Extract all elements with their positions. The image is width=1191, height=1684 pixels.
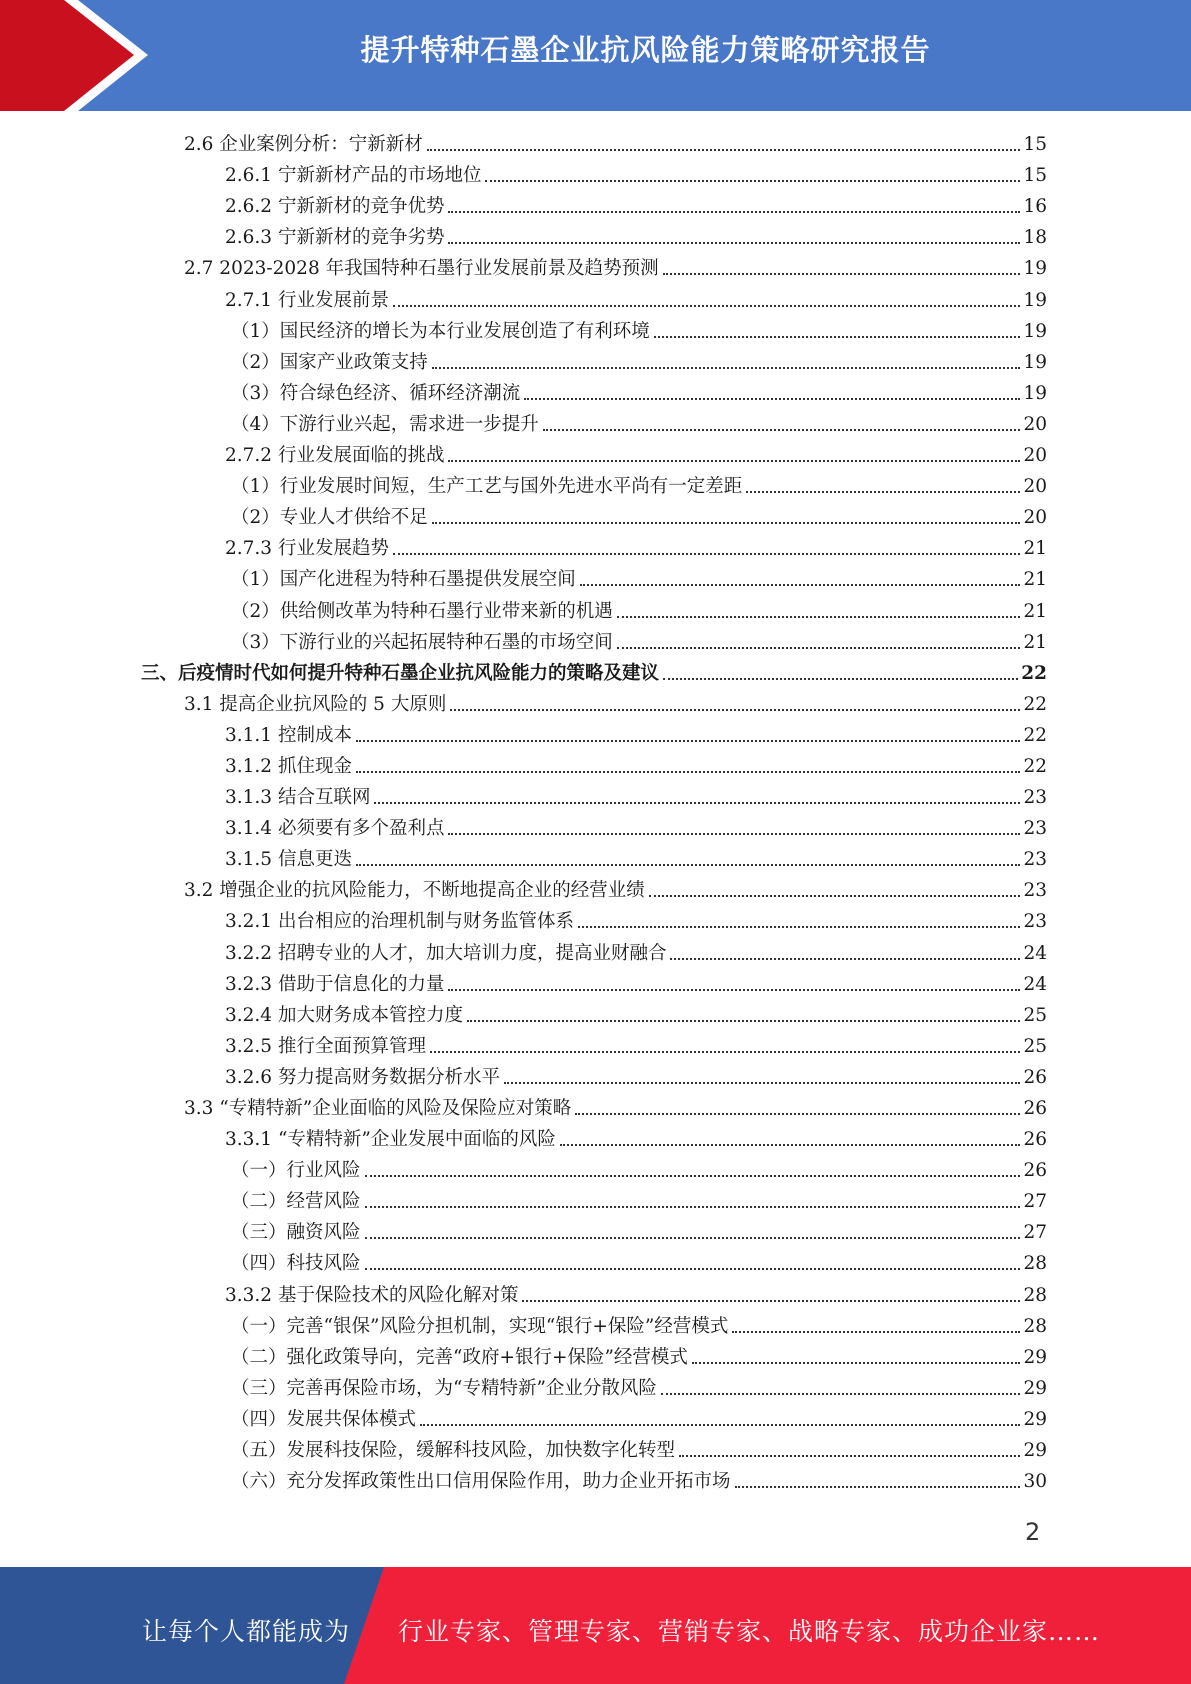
toc-entry-label: 2.7 2023-2028 年我国特种石墨行业发展前景及趋势预测	[184, 258, 659, 280]
toc-entry[interactable]	[141, 626, 1047, 657]
toc-entry[interactable]	[141, 657, 1047, 688]
toc-entry-page: 19	[1023, 320, 1047, 342]
toc-dot-leader	[356, 864, 1021, 866]
toc-entry-label: （2）国家产业政策支持	[231, 351, 428, 373]
toc-entry-page: 28	[1023, 1315, 1047, 1337]
page-header	[0, 0, 1191, 111]
toc-entry[interactable]	[141, 470, 1047, 501]
toc-entry-page: 26	[1023, 1066, 1047, 1088]
toc-entry-page: 20	[1023, 413, 1047, 435]
toc-entry-label: 3.2.3 借助于信息化的力量	[225, 973, 445, 995]
toc-entry-page: 26	[1023, 1160, 1047, 1182]
toc-entry-page: 26	[1023, 1098, 1047, 1119]
toc-entry-page: 28	[1023, 1253, 1047, 1275]
toc-entry[interactable]	[141, 1278, 1047, 1309]
toc-entry-label: 2.7.1 行业发展前景	[225, 289, 389, 311]
report-title: 提升特种石墨企业抗风险能力策略研究报告	[360, 33, 931, 67]
toc-entry[interactable]	[141, 1372, 1047, 1403]
toc-dot-leader	[575, 1113, 1020, 1115]
toc-dot-leader	[485, 180, 1020, 182]
toc-entry[interactable]	[141, 843, 1047, 874]
toc-entry[interactable]	[141, 968, 1047, 999]
toc-entry-label: 2.7.2 行业发展面临的挑战	[225, 445, 445, 467]
toc-entry-label: （一）行业风险	[231, 1160, 361, 1182]
toc-entry-page: 21	[1023, 569, 1047, 591]
toc-dot-leader	[448, 460, 1020, 462]
toc-entry-label: （2）供给侧改革为特种石墨行业带来新的机遇	[231, 600, 613, 622]
toc-entry-label: （六）充分发挥政策性出口信用保险作用，助力企业开拓市场	[231, 1471, 731, 1493]
toc-entry[interactable]	[141, 501, 1047, 532]
toc-entry-page: 23	[1023, 880, 1047, 902]
toc-entry[interactable]	[141, 346, 1047, 377]
toc-entry-page: 22	[1021, 662, 1047, 684]
toc-entry[interactable]	[141, 812, 1047, 843]
toc-entry-label: （二）经营风险	[231, 1191, 361, 1213]
toc-dot-leader	[661, 1393, 1021, 1395]
toc-entry[interactable]	[141, 1310, 1047, 1341]
toc-dot-leader	[356, 740, 1021, 742]
toc-entry-label: （一）完善“银保”风险分担机制，实现“银行+保险”经营模式	[231, 1315, 729, 1337]
toc-entry[interactable]	[141, 190, 1047, 221]
toc-entry-page: 28	[1023, 1284, 1047, 1306]
toc-entry-page: 20	[1023, 445, 1047, 467]
toc-entry[interactable]	[141, 221, 1047, 252]
toc-entry-label: 3.1.5 信息更迭	[225, 849, 352, 871]
toc-entry-label: （三）融资风险	[231, 1222, 361, 1244]
toc-entry-label: 三、后疫情时代如何提升特种石墨企业抗风险能力的策略及建议	[141, 662, 660, 684]
page-number: 2	[1025, 1518, 1041, 1546]
toc-entry-label: （3）下游行业的兴起拓展特种石墨的市场空间	[231, 631, 613, 653]
toc-entry[interactable]	[141, 719, 1047, 750]
toc-entry-label: 3.1.2 抓住现金	[225, 755, 352, 777]
toc-entry[interactable]	[141, 532, 1047, 563]
toc-entry[interactable]	[141, 563, 1047, 594]
toc-dot-leader	[580, 584, 1021, 586]
toc-entry-label: 3.2.4 加大财务成本管控力度	[225, 1004, 463, 1026]
toc-entry-page: 30	[1023, 1471, 1047, 1493]
toc-entry-label: 2.6 企业案例分析：宁新新材	[184, 134, 423, 156]
toc-dot-leader	[663, 273, 1021, 275]
toc-entry-label: （四）发展共保体模式	[231, 1408, 417, 1430]
toc-entry-page: 21	[1023, 631, 1047, 653]
toc-entry-label: 2.6.1 宁新新材产品的市场地位	[225, 165, 482, 187]
toc-entry[interactable]	[141, 688, 1047, 719]
toc-entry-page: 23	[1023, 818, 1047, 840]
toc-dot-leader	[430, 1051, 1020, 1053]
footer-slogan-right: 行业专家、管理专家、营销专家、战略专家、成功企业家……	[398, 1617, 1101, 1646]
toc-dot-leader	[654, 336, 1021, 338]
toc-entry-page: 22	[1023, 693, 1047, 715]
toc-entry-page: 23	[1023, 787, 1047, 809]
toc-entry-label: 3.2.5 推行全面预算管理	[225, 1035, 426, 1057]
toc-entry-label: 3.1.1 控制成本	[225, 724, 352, 746]
toc-entry[interactable]	[141, 1403, 1047, 1434]
toc-entry[interactable]	[141, 1154, 1047, 1185]
toc-entry-page: 20	[1023, 476, 1047, 498]
toc-entry-label: 3.3.2 基于保险技术的风险化解对策	[225, 1284, 519, 1306]
toc-dot-leader	[374, 802, 1020, 804]
toc-entry-label: 3.3.1 “专精特新”企业发展中面临的风险	[225, 1129, 556, 1151]
toc-entry-label: （五）发展科技保险，缓解科技风险，加快数字化转型	[231, 1440, 676, 1462]
toc-entry-label: （三）完善再保险市场，为“专精特新”企业分散风险	[231, 1377, 657, 1399]
toc-dot-leader	[393, 305, 1020, 307]
toc-dot-leader	[365, 1175, 1021, 1177]
toc-entry-page: 25	[1023, 1035, 1047, 1057]
toc-dot-leader	[522, 1300, 1020, 1302]
toc-entry[interactable]	[141, 874, 1047, 905]
toc-entry-page: 21	[1023, 600, 1047, 622]
toc-entry-page: 15	[1023, 134, 1047, 156]
toc-dot-leader	[365, 1237, 1021, 1239]
toc-entry-page: 29	[1023, 1346, 1047, 1368]
toc-entry-page: 19	[1023, 258, 1047, 280]
toc-dot-leader	[432, 367, 1021, 369]
toc-entry-page: 27	[1023, 1222, 1047, 1244]
toc-entry-label: 2.6.3 宁新新材的竞争劣势	[225, 227, 445, 249]
toc-entry-page: 21	[1023, 538, 1047, 560]
toc-dot-leader	[543, 429, 1021, 431]
toc-dot-leader	[448, 989, 1020, 991]
toc-entry-page: 15	[1023, 165, 1047, 187]
toc-dot-leader	[450, 709, 1020, 711]
toc-entry-label: 3.1.4 必须要有多个盈利点	[225, 818, 445, 840]
toc-entry[interactable]	[141, 1123, 1047, 1154]
toc-entry[interactable]	[141, 1465, 1047, 1496]
toc-entry-label: （四）科技风险	[231, 1253, 361, 1275]
toc-entry-page: 23	[1023, 849, 1047, 871]
toc-entry-label: 3.2 增强企业的抗风险能力，不断地提高企业的经营业绩	[184, 880, 645, 902]
toc-entry[interactable]	[141, 159, 1047, 190]
toc-entry-page: 18	[1023, 227, 1047, 249]
toc-entry-page: 20	[1023, 507, 1047, 529]
toc-entry[interactable]	[141, 1061, 1047, 1092]
toc-entry-page: 27	[1023, 1191, 1047, 1213]
toc-entry[interactable]	[141, 594, 1047, 625]
toc-dot-leader	[448, 211, 1020, 213]
toc-dot-leader	[617, 647, 1021, 649]
toc-dot-leader	[427, 149, 1021, 151]
footer-slogan-left: 让每个人都能成为	[142, 1617, 351, 1646]
toc-dot-leader	[617, 616, 1021, 618]
toc-entry-page: 22	[1023, 755, 1047, 777]
toc-entry[interactable]	[141, 408, 1047, 439]
toc-entry[interactable]	[141, 1030, 1047, 1061]
toc-entry-label: 3.2.2 招聘专业的人才，加大培训力度，提高业财融合	[225, 942, 667, 964]
toc-entry[interactable]	[141, 999, 1047, 1030]
toc-entry[interactable]	[141, 1341, 1047, 1372]
toc-dot-leader	[420, 1424, 1020, 1426]
toc-entry-page: 29	[1023, 1377, 1047, 1399]
toc-entry-page: 19	[1023, 351, 1047, 373]
toc-entry-label: （2）专业人才供给不足	[231, 507, 428, 529]
toc-dot-leader	[524, 398, 1020, 400]
toc-entry[interactable]	[141, 1434, 1047, 1465]
toc-dot-leader	[578, 926, 1020, 928]
toc-entry[interactable]	[141, 315, 1047, 346]
toc-entry[interactable]	[141, 936, 1047, 967]
toc-entry[interactable]	[141, 781, 1047, 812]
toc-dot-leader	[448, 242, 1020, 244]
toc-entry-page: 23	[1023, 911, 1047, 933]
toc-entry-page: 19	[1023, 289, 1047, 311]
toc-entry[interactable]	[141, 1185, 1047, 1216]
toc-entry-page: 22	[1023, 724, 1047, 746]
toc-entry-label: （1）行业发展时间短，生产工艺与国外先进水平尚有一定差距	[231, 476, 743, 498]
toc-entry[interactable]	[141, 377, 1047, 408]
toc-dot-leader	[679, 1455, 1020, 1457]
toc-entry-label: 2.6.2 宁新新材的竞争优势	[225, 196, 445, 218]
toc-entry[interactable]	[141, 252, 1047, 283]
toc-dot-leader	[746, 491, 1020, 493]
toc-dot-leader	[735, 1486, 1021, 1488]
toc-dot-leader	[365, 1268, 1021, 1270]
toc-entry-label: 3.1.3 结合互联网	[225, 787, 371, 809]
toc-entry[interactable]	[141, 1092, 1047, 1123]
toc-entry-label: 3.2.6 努力提高财务数据分析水平	[225, 1066, 500, 1088]
toc-entry-page: 24	[1023, 973, 1047, 995]
page-footer	[0, 1567, 1191, 1684]
toc-dot-leader	[365, 1206, 1021, 1208]
toc-entry-label: 3.2.1 出台相应的治理机制与财务监管体系	[225, 911, 574, 933]
toc-entry-page: 29	[1023, 1408, 1047, 1430]
toc-entry-label: 3.3 “专精特新”企业面临的风险及保险应对策略	[184, 1098, 572, 1119]
toc-dot-leader	[670, 958, 1020, 960]
toc-entry-page: 29	[1023, 1440, 1047, 1462]
toc-entry-label: （1）国产化进程为特种石墨提供发展空间	[231, 569, 576, 591]
toc-dot-leader	[560, 1144, 1021, 1146]
toc-dot-leader	[732, 1331, 1020, 1333]
toc-dot-leader	[393, 553, 1020, 555]
toc-dot-leader	[649, 895, 1021, 897]
toc-entry-label: （4）下游行业兴起，需求进一步提升	[231, 413, 539, 435]
toc-entry-label: （二）强化政策导向，完善“政府+银行+保险”经营模式	[231, 1346, 688, 1368]
toc-dot-leader	[504, 1082, 1020, 1084]
toc-dot-leader	[467, 1020, 1020, 1022]
toc-entry-label: （1）国民经济的增长为本行业发展创造了有利环境	[231, 320, 650, 342]
toc-entry-label: （3）符合绿色经济、循环经济潮流	[231, 382, 521, 404]
header-red-chevron	[0, 0, 150, 111]
toc-dot-leader	[692, 1362, 1021, 1364]
toc-entry[interactable]	[141, 128, 1047, 159]
toc-dot-leader	[663, 678, 1018, 680]
toc-entry-page: 19	[1023, 382, 1047, 404]
toc-entry-page: 24	[1023, 942, 1047, 964]
toc-dot-leader	[448, 833, 1020, 835]
toc-entry[interactable]	[141, 750, 1047, 781]
toc-entry[interactable]	[141, 905, 1047, 936]
toc-dot-leader	[432, 522, 1021, 524]
toc-entry-page: 26	[1023, 1129, 1047, 1151]
toc-entry-label: 2.7.3 行业发展趋势	[225, 538, 389, 560]
toc-entry-page: 25	[1023, 1004, 1047, 1026]
toc-dot-leader	[356, 771, 1021, 773]
toc-entry[interactable]	[141, 439, 1047, 470]
toc-entry[interactable]	[141, 283, 1047, 314]
toc-entry[interactable]	[141, 1247, 1047, 1278]
toc-entry[interactable]	[141, 1216, 1047, 1247]
table-of-contents	[141, 128, 1047, 1496]
toc-entry-label: 3.1 提高企业抗风险的 5 大原则	[184, 693, 447, 715]
toc-entry-page: 16	[1023, 196, 1047, 218]
